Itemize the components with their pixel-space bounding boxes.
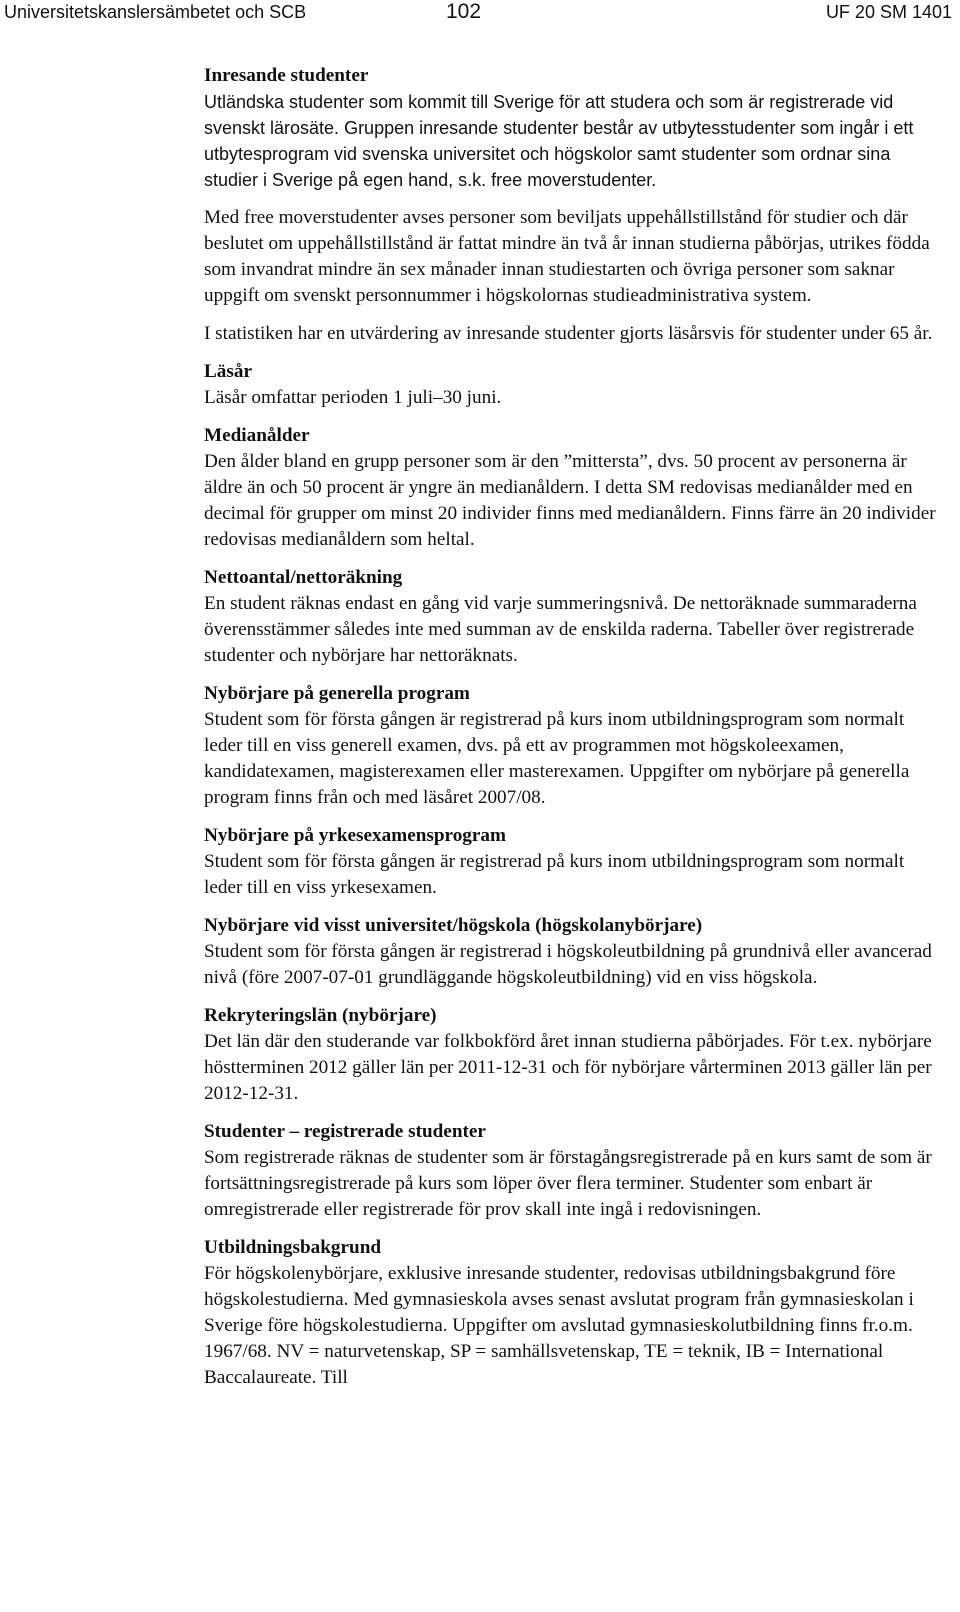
page-header xyxy=(0,0,960,30)
document-body xyxy=(204,63,944,1403)
section-body: För högskolenybörjare, exklusive inresande studenter, redovisas utbildningsbakgrund före högskolestudierna. Med gymnasieskola avses senast avslutat program från gymnasieskolan i Sverige före högskolestudierna. Uppgifter om avslutad gymnasieskolutbildning finns fr.o.m. 1967/68. NV = naturvetenskap, SP = samhällsvetenskap, TE = teknik, IB = International Baccalaureate. Till xyxy=(204,1263,914,1388)
page-number: 102 xyxy=(446,0,482,23)
section-body: Läsår omfattar perioden 1 juli–30 juni. xyxy=(204,387,502,408)
section-nyborjare-yrkesexamen xyxy=(204,823,944,901)
section-body: Student som för första gången är registrerad på kurs inom utbildningsprogram som normalt leder till en viss generell examen, dvs. på ett av programmen mot högskoleexamen, kandidatexamen, magisterexamen eller masterexamen. Uppgifter om nybörjare på generella program finns från och med läsåret 2007/08. xyxy=(204,709,910,808)
paragraph-statistik: I statistiken har en utvärdering av inresande studenter gjorts läsårsvis för studenter under 65 år. xyxy=(204,323,933,344)
section-inresande-studenter xyxy=(204,63,944,193)
section-title: Utbildningsbakgrund xyxy=(204,1237,382,1258)
section-nettoantal xyxy=(204,565,944,669)
section-nyborjare-generella xyxy=(204,681,944,811)
section-medianalder xyxy=(204,423,944,553)
section-studenter xyxy=(204,1119,944,1223)
section-title: Nettoantal/nettoräkning xyxy=(204,567,403,588)
section-title: Läsår xyxy=(204,361,252,382)
section-body: Student som för första gången är registrerad på kurs inom utbildningsprogram som normalt leder till en viss yrkesexamen. xyxy=(204,851,905,898)
section-title: Nybörjare på generella program xyxy=(204,683,470,704)
section-title: Rekryteringslän (nybörjare) xyxy=(204,1005,437,1026)
header-report-id: UF 20 SM 1401 xyxy=(825,2,952,22)
section-title: Studenter – registrerade studenter xyxy=(204,1121,486,1142)
section-body: Som registrerade räknas de studenter som är förstagångsregistrerade på en kurs samt de som är fortsättningsregistrerade på kurs som löper över flera terminer. Studenter som enbart är omregistrerade eller registrerade för prov skall inte ingå i redovisningen. xyxy=(204,1147,932,1220)
section-title: Nybörjare på yrkesexamensprogram xyxy=(204,825,506,846)
section-title: Nybörjare vid visst universitet/högskola (högskolanybörjare) xyxy=(204,915,703,936)
section-hogskolanyborjare xyxy=(204,913,944,991)
section-body: En student räknas endast en gång vid varje summeringsnivå. De nettoräknade summaraderna överensstämmer således inte med summan av de enskilda raderna. Tabeller över registrerade studenter och nybörjare har nettoräknats. xyxy=(204,593,917,666)
section-title: Inresande studenter xyxy=(204,65,369,86)
section-rekryteringslan xyxy=(204,1003,944,1107)
paragraph-free-moverstudenter: Med free moverstudenter avses personer som beviljats uppehållstillstånd för studier och där beslutet om uppehållstillstånd är fattat mindre än två år innan studierna påbörjas, utrikes födda som invandrat mindre än sex månader innan studiestarten och övriga personer som saknar uppgift om svenskt personnummer i högskolornas studieadministrativa system. xyxy=(204,207,930,306)
section-title: Medianålder xyxy=(204,425,310,446)
section-body: Den ålder bland en grupp personer som är den ”mittersta”, dvs. 50 procent av personerna är äldre än och 50 procent är yngre än medianåldern. I detta SM redovisas medianålder med en decimal för grupper om minst 20 individer finns med medianåldern. Finns färre än 20 individer redovisas medianåldern som heltal. xyxy=(204,451,936,550)
header-publisher: Universitetskanslersämbetet och SCB xyxy=(4,2,307,22)
section-body: Det län där den studerande var folkbokförd året innan studierna påbörjades. För t.ex. nybörjare höstterminen 2012 gäller län per 2011-12-31 och för nybörjare vårterminen 2013 gäller län per 2012-12-31. xyxy=(204,1031,932,1104)
section-lasar xyxy=(204,359,944,411)
section-body: Student som för första gången är registrerad i högskoleutbildning på grundnivå eller avancerad nivå (före 2007-07-01 grundläggande högskoleutbildning) vid en viss högskola. xyxy=(204,941,932,988)
section-utbildningsbakgrund xyxy=(204,1235,944,1391)
section-body: Utländska studenter som kommit till Sverige för att studera och som är registrerade vid svenskt lärosäte. Gruppen inresande studenter består av utbytesstudenter som ingår i ett utbytesprogram vid svenska universitet och högskolor samt studenter som ordnar sina studier i Sverige på egen hand, s.k. free moverstudenter. xyxy=(204,92,914,190)
